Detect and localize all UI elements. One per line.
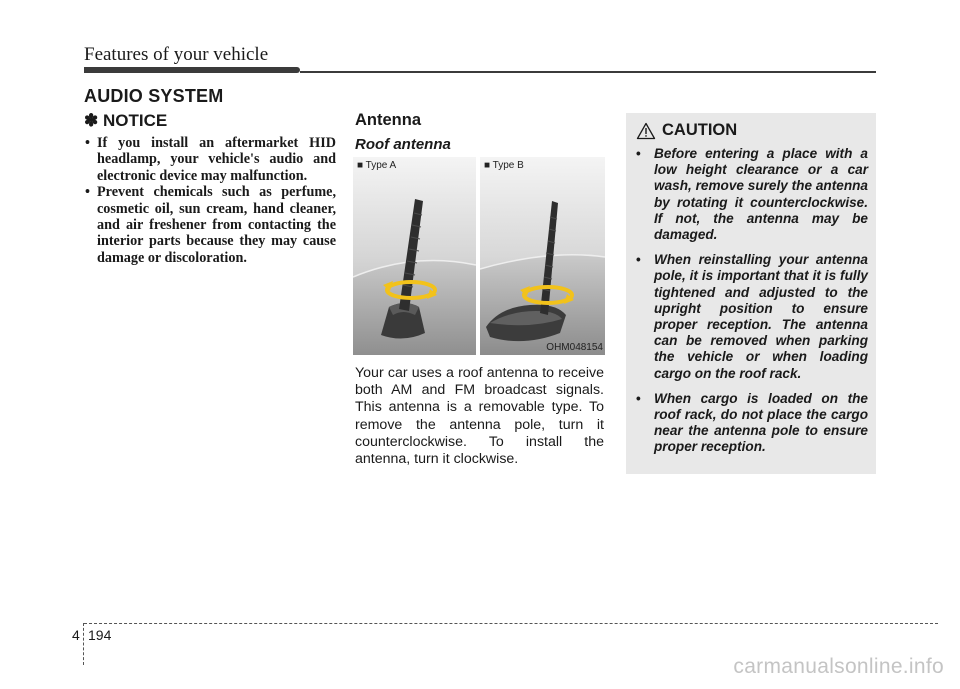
footer-divider (83, 623, 84, 665)
notice-item: • If you install an aftermarket HID headlamp, your vehicle's audio and electronic device may malfunction. (84, 135, 336, 184)
caution-box (626, 113, 876, 474)
type-b-label: ■ Type B (484, 160, 524, 171)
chapter-number: 4 (72, 627, 80, 643)
caution-item: • Before entering a place with a low height clearance or a car wash, remove surely the antenna by rotating it counterclockwise. If not, the antenna may be damaged. (634, 146, 868, 243)
antenna-title: Antenna (355, 111, 421, 129)
notice-heading: ✽ NOTICE (84, 111, 168, 130)
page-number: 194 (88, 627, 112, 643)
caution-header (634, 121, 868, 140)
caution-item: • When cargo is loaded on the roof rack, do not place the cargo near the antenna pole to ensure proper reception. (634, 391, 868, 456)
notice-list (84, 135, 336, 266)
notice-block (84, 111, 336, 266)
antenna-figure (353, 157, 605, 355)
caution-item: • When reinstalling your antenna pole, it is important that it is fully tightened and adjusted to the upright position to ensure proper reception. The antenna can be removed when parking the vehicle or when loading cargo on the roof rack. (634, 252, 868, 382)
watermark: carmanualsonline.info (733, 655, 944, 678)
warning-triangle-icon (636, 122, 656, 140)
antenna-type-a-image (353, 157, 476, 355)
footer-rule (84, 623, 938, 624)
notice-item: • Prevent chemicals such as perfume, cosmetic oil, sun cream, hand cleaner, and air freshener from contacting the interior parts because they may cause damage or discoloration. (84, 184, 336, 266)
antenna-description: Your car uses a roof antenna to receive both AM and FM broadcast signals. This antenna is a removable type. To remove the antenna pole, turn it counterclockwise. To install the antenna, turn it clockwise. (355, 365, 604, 468)
caution-list (634, 146, 868, 456)
antenna-type-b-image (480, 157, 605, 355)
type-a-label: ■ Type A (357, 160, 397, 171)
figure-code: OHM048154 (546, 342, 603, 353)
header-rule (300, 71, 876, 73)
header-bar (84, 67, 300, 73)
caution-title: CAUTION (662, 121, 738, 139)
roof-antenna-subtitle: Roof antenna (355, 136, 451, 153)
section-title: AUDIO SYSTEM (84, 86, 224, 106)
header-title: Features of your vehicle (84, 44, 269, 65)
